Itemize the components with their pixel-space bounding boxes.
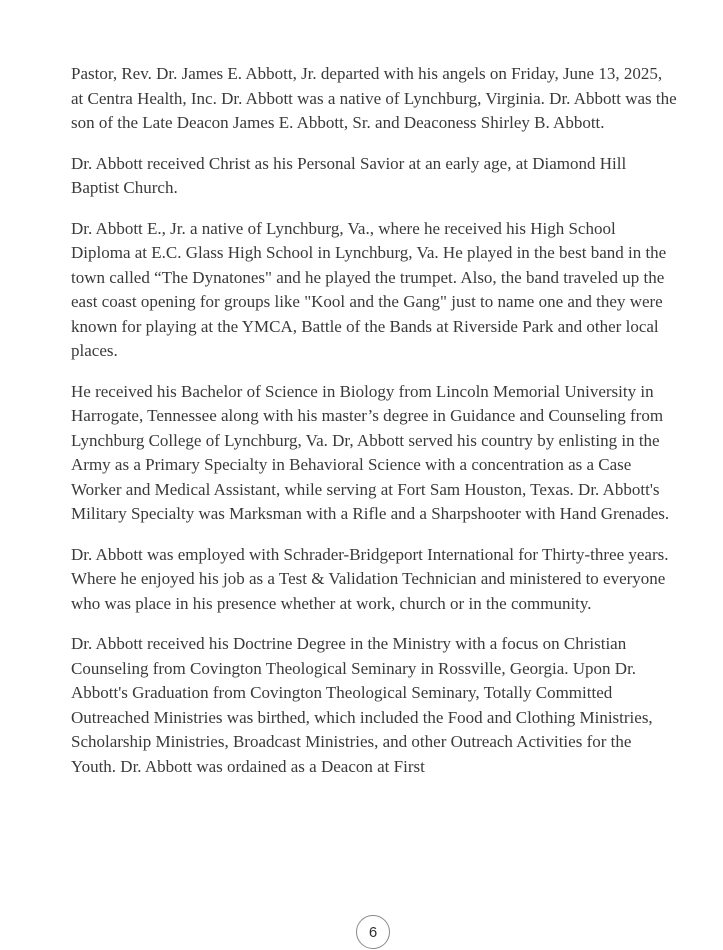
obituary-body bbox=[71, 62, 677, 795]
paragraph-6: Dr. Abbott received his Doctrine Degree in the Ministry with a focus on Christian Counseling from Covington Theological Seminary in Rossville, Georgia. Upon Dr. Abbott's Graduation from Covington Theological Seminary, Totally Committed Outreached Ministries was birthed, which included the Food and Clothing Ministries, Scholarship Ministries, Broadcast Ministries, and other Outreach Activities for the Youth. Dr. Abbott was ordained as a Deacon at First bbox=[71, 634, 653, 776]
paragraph-4: He received his Bachelor of Science in Biology from Lincoln Memorial University in Harrogate, Tennessee along with his master’s degree in Guidance and Counseling from Lynchburg College of Lynchburg, Va. Dr, Abbott served his country by enlisting in the Army as a Primary Specialty in Behavioral Science with a concentration as a Case Worker and Medical Assistant, while serving at Fort Sam Houston, Texas. Dr. Abbott's Military Specialty was Marksman with a Rifle and a Sharpshooter with Hand Grenades. bbox=[71, 381, 670, 523]
page-number-badge bbox=[356, 915, 390, 949]
paragraph-1: Pastor, Rev. Dr. James E. Abbott, Jr. departed with his angels on Friday, June 13, 2025, at Centra Health, Inc. Dr. Abbott was a native of Lynchburg, Virginia. Dr. Abbott was the son of the Late Deacon James E. Abbott, Sr. and Deaconess Shirley B. Abbott. bbox=[71, 64, 677, 132]
paragraph-5: Dr. Abbott was employed with Schrader-Bridgeport International for Thirty-three years. Where he enjoyed his job as a Test & Validation Technician and ministered to everyone who was place in his presence whether at work, church or in the community. bbox=[71, 544, 669, 613]
paragraph-3: Dr. Abbott E., Jr. a native of Lynchburg, Va., where he received his High School Diploma at E.C. Glass High School in Lynchburg, Va. He played in the best band in the town called “The Dynatones" and he played the trumpet. Also, the band traveled up the east coast opening for groups like "Kool and the Gang" just to name one and they were known for playing at the YMCA, Battle of the Bands at Riverside Park and other local places. bbox=[71, 218, 667, 360]
paragraph-2: Dr. Abbott received Christ as his Personal Savior at an early age, at Diamond Hill Baptist Church. bbox=[71, 153, 627, 197]
page-number: 6 bbox=[368, 923, 378, 941]
